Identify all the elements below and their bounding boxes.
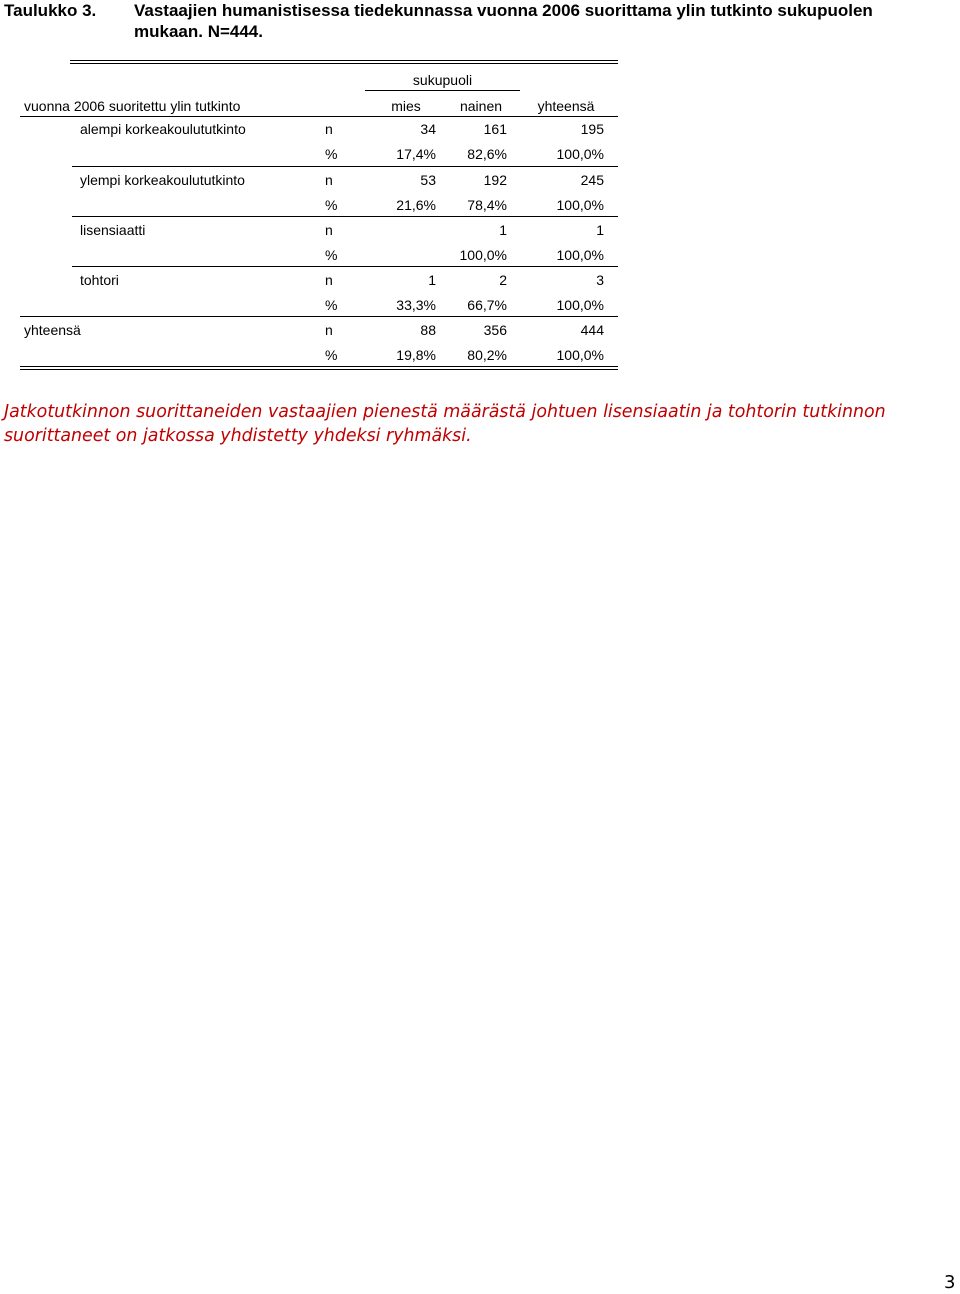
total-pct-nainen: 80,2% xyxy=(467,347,507,363)
row-label: lisensiaatti xyxy=(80,222,146,238)
cell-n-yhteensa: 1 xyxy=(596,222,604,238)
cell-pct-yhteensa: 100,0% xyxy=(556,146,604,162)
total-label: yhteensä xyxy=(24,322,81,338)
total-n-yhteensa: 444 xyxy=(580,322,604,338)
table-bottom-rule xyxy=(20,366,618,370)
cell-pct-nainen: 82,6% xyxy=(467,146,507,162)
cell-pct-nainen: 78,4% xyxy=(467,197,507,213)
col-header-nainen: nainen xyxy=(459,98,503,114)
page-number: 3 xyxy=(944,1272,956,1293)
total-pct-yhteensa: 100,0% xyxy=(556,347,604,363)
cell-n-mies: 53 xyxy=(420,172,436,188)
stat-label-pct: % xyxy=(325,247,338,263)
cell-pct-mies: 33,3% xyxy=(396,297,436,313)
table-top-rule xyxy=(70,60,618,64)
row-header: vuonna 2006 suoritettu ylin tutkinto xyxy=(24,98,241,114)
cell-pct-yhteensa: 100,0% xyxy=(556,297,604,313)
cell-pct-yhteensa: 100,0% xyxy=(556,247,604,263)
cell-n-mies: 34 xyxy=(420,121,436,137)
cell-pct-mies: 17,4% xyxy=(396,146,436,162)
stat-label-n: n xyxy=(325,172,333,188)
cell-n-mies: 1 xyxy=(428,272,436,288)
stat-label-n: n xyxy=(325,222,333,238)
group-header-rule xyxy=(365,90,520,91)
cell-pct-nainen: 66,7% xyxy=(467,297,507,313)
cell-pct-mies: 21,6% xyxy=(396,197,436,213)
stat-label-pct: % xyxy=(325,197,338,213)
row-rule xyxy=(72,266,618,267)
cell-n-yhteensa: 195 xyxy=(580,121,604,137)
col-header-mies: mies xyxy=(391,98,421,114)
col-header-yhteensa: yhteensä xyxy=(537,98,595,114)
stat-label-n: n xyxy=(325,121,333,137)
header-rule xyxy=(20,116,618,117)
row-label: alempi korkeakoulututkinto xyxy=(80,121,246,137)
caption-label: Taulukko 3. xyxy=(4,1,97,20)
cell-n-yhteensa: 3 xyxy=(596,272,604,288)
row-rule xyxy=(72,166,618,167)
cell-pct-yhteensa: 100,0% xyxy=(556,197,604,213)
total-rule xyxy=(20,316,618,317)
caption-text: Vastaajien humanistisessa tiedekunnassa vuonna 2006 suorittama ylin tutkinto sukupuolen mukaan. N=444. xyxy=(134,1,873,41)
total-pct-mies: 19,8% xyxy=(396,347,436,363)
stat-label-pct: % xyxy=(325,146,338,162)
row-label: ylempi korkeakoulututkinto xyxy=(80,172,245,188)
cell-n-nainen: 1 xyxy=(499,222,507,238)
stat-label-pct: % xyxy=(325,297,338,313)
stat-label-n: n xyxy=(325,272,333,288)
total-n-nainen: 356 xyxy=(483,322,507,338)
cell-n-nainen: 192 xyxy=(483,172,507,188)
stat-label-n: n xyxy=(325,322,333,338)
footnote: Jatkotutkinnon suorittaneiden vastaajien pienestä määrästä johtuen lisensiaatin ja tohtorin tutkinnon suorittaneet on jatkossa yhdistetty yhdeksi ryhmäksi. xyxy=(4,402,886,446)
row-rule xyxy=(72,216,618,217)
stat-label-pct: % xyxy=(325,347,338,363)
group-header: sukupuoli xyxy=(412,72,473,88)
cell-n-yhteensa: 245 xyxy=(580,172,604,188)
crosstab-table xyxy=(0,0,960,380)
row-label: tohtori xyxy=(80,272,119,288)
cell-n-nainen: 161 xyxy=(483,121,507,137)
total-n-mies: 88 xyxy=(420,322,436,338)
cell-n-nainen: 2 xyxy=(499,272,507,288)
cell-pct-nainen: 100,0% xyxy=(459,247,507,263)
